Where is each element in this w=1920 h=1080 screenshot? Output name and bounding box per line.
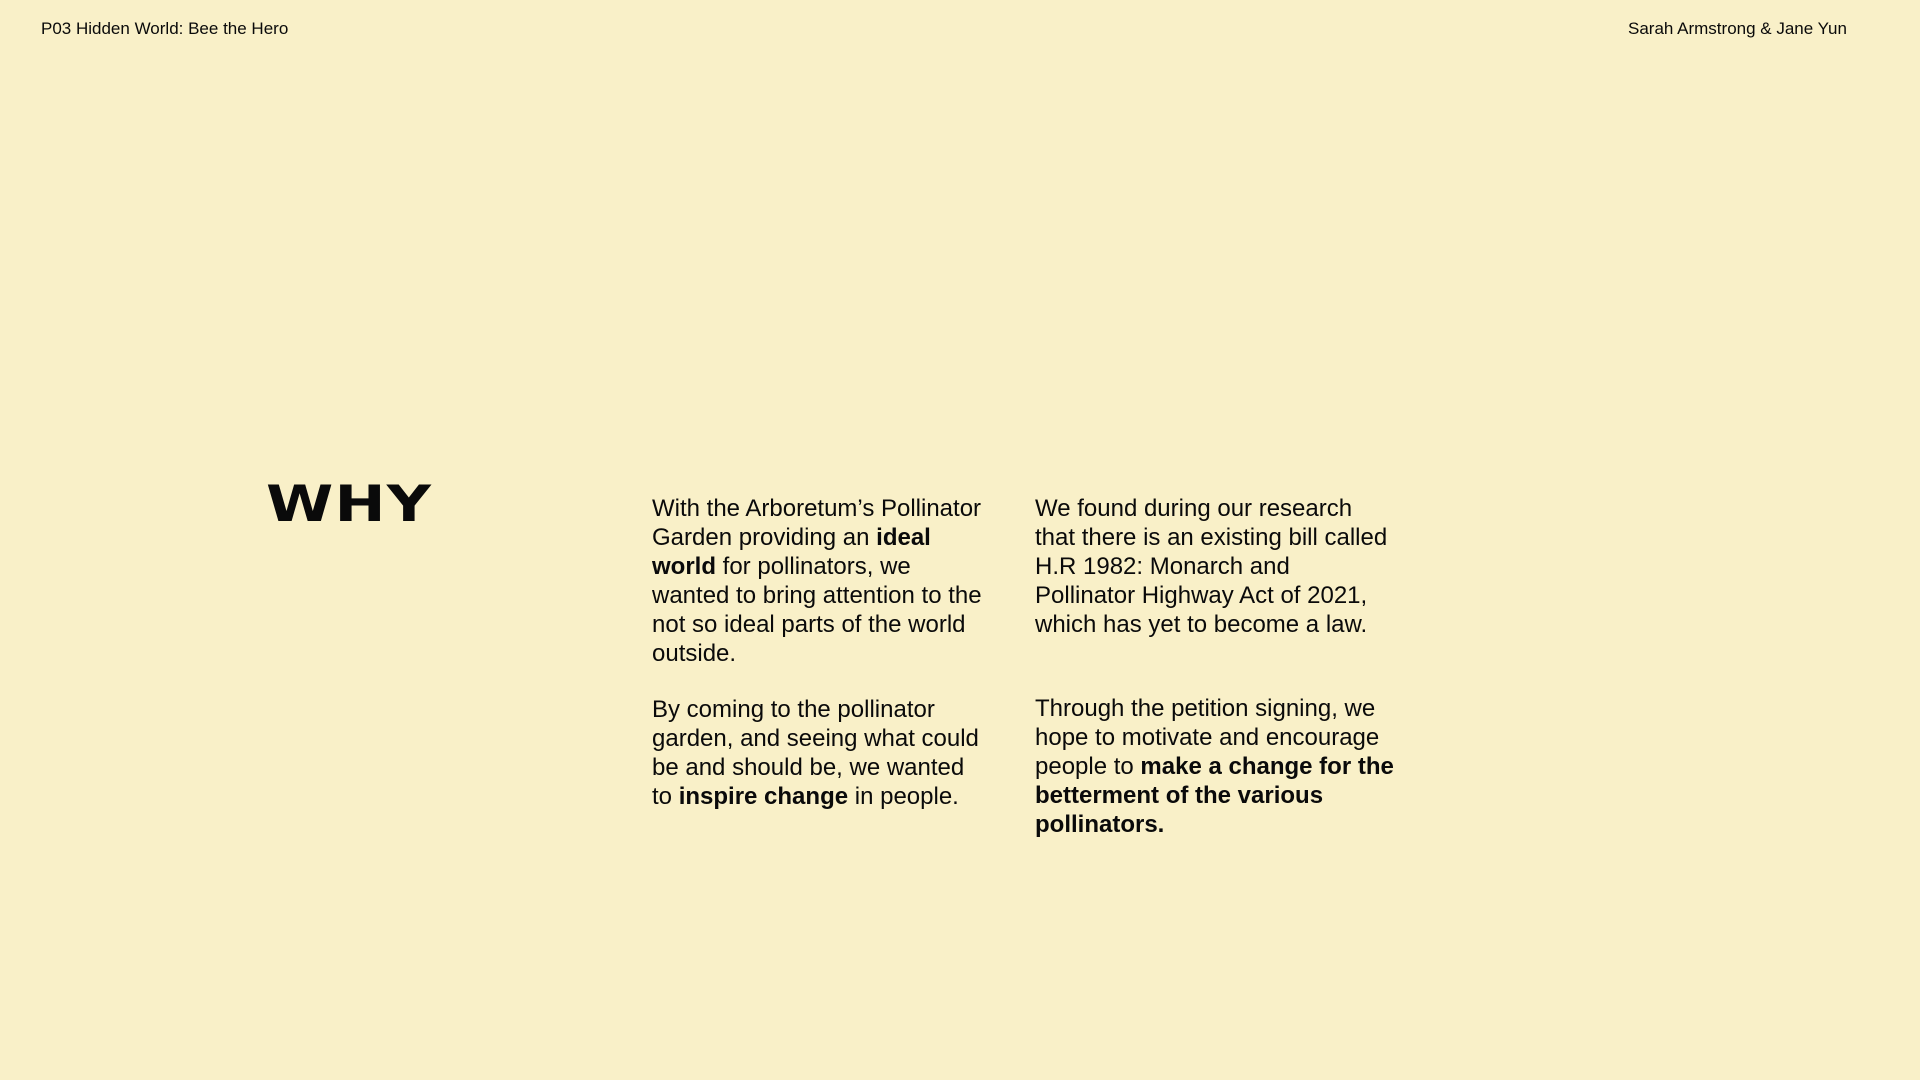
left-p2-text-b: in people. — [848, 783, 959, 810]
right-paragraph-1: We found during our research that there is an existing bill called H.R 1982: Monarch and Pollinator Highway Act of 2021, which has yet to become a law. — [1035, 495, 1388, 638]
left-p2-emphasis: inspire change — [678, 783, 849, 810]
left-p2-text-a: By coming to the pollinator garden, and seeing what could be and should be, we wanted to — [652, 696, 979, 810]
left-p1-text-a: With the Arboretum’s Pollinator Garden providing an — [652, 495, 982, 551]
right-paragraph-2 — [1035, 694, 1395, 839]
left-p1-text-b: for pollinators, we wanted to bring attention to the not so ideal parts of the world outside. — [652, 553, 982, 667]
left-paragraph-1 — [652, 494, 982, 668]
left-p1-emphasis: ideal world — [652, 524, 931, 580]
left-column — [652, 494, 982, 811]
section-heading: WHY — [266, 475, 433, 533]
project-title: P03 Hidden World: Bee the Hero — [41, 19, 289, 38]
right-p2-text-a: Through the petition signing, we hope to motivate and encourage people to — [1035, 695, 1380, 780]
right-p2-emphasis: make a change for the betterment of the various pollinators. — [1035, 753, 1394, 838]
right-column — [1035, 494, 1395, 839]
left-paragraph-2 — [652, 695, 982, 811]
authors: Sarah Armstrong & Jane Yun — [1628, 19, 1847, 38]
